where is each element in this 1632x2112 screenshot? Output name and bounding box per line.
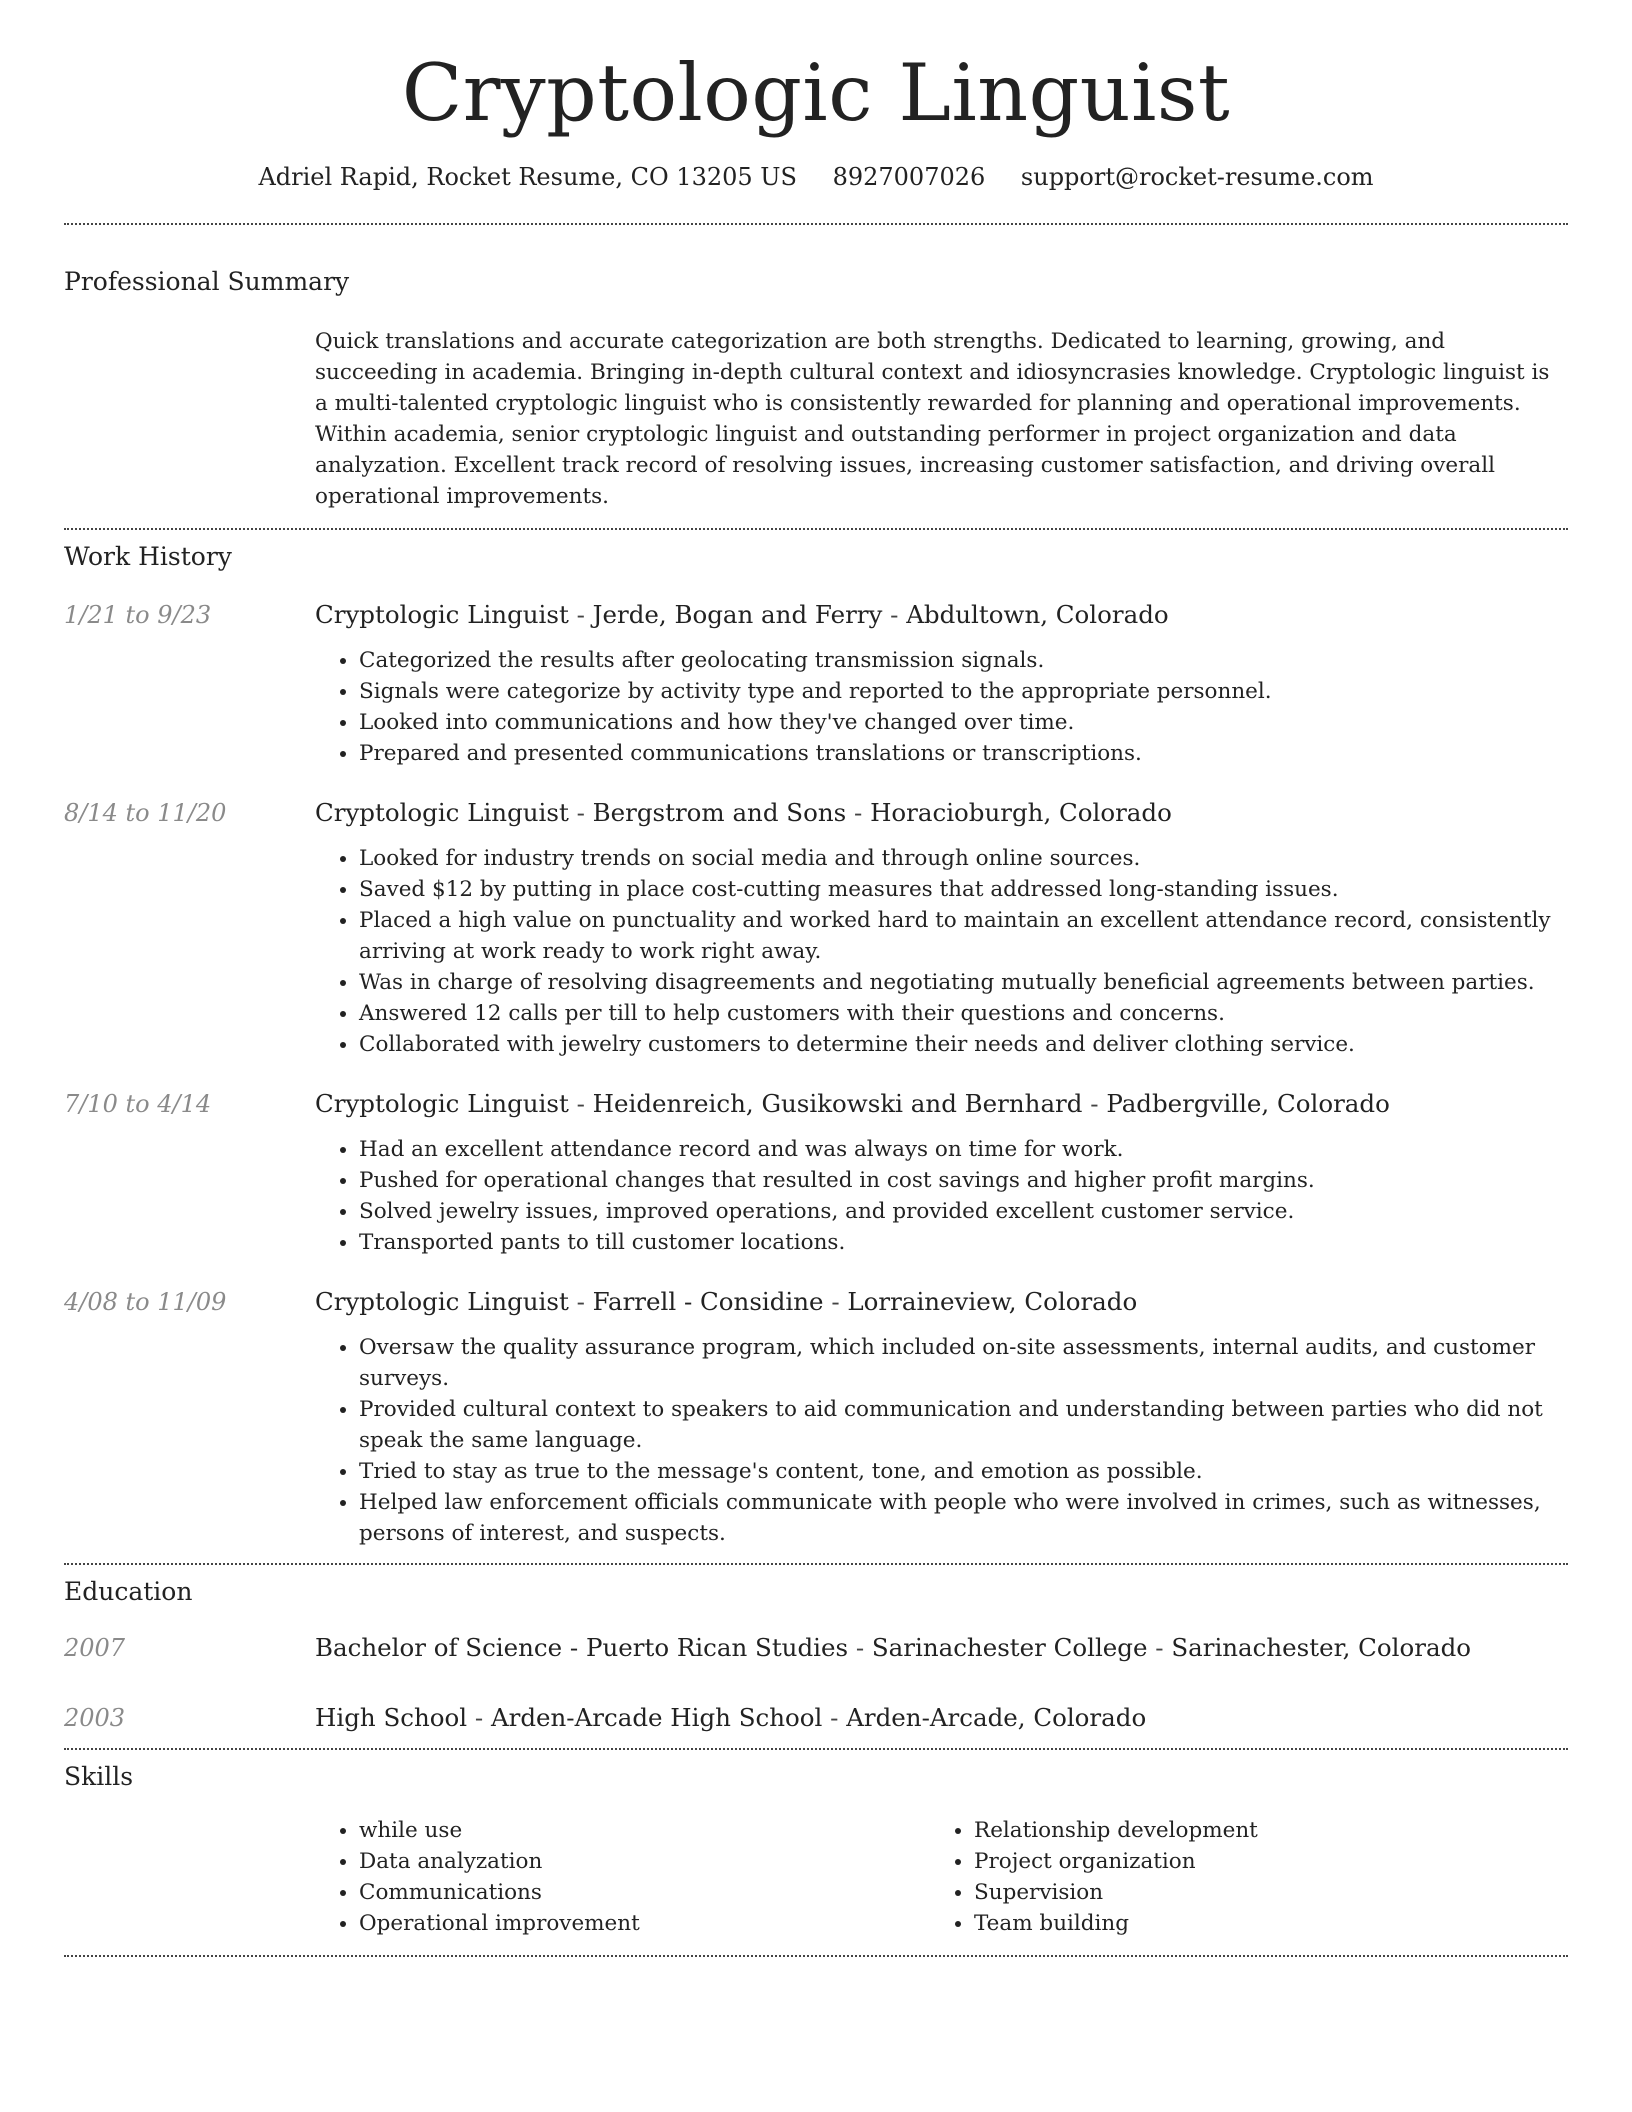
- job-bullet: • Collaborated with jewelry customers to determine their needs and deliver clothing service.: [359, 1029, 1568, 1060]
- job-entry: [64, 797, 1568, 1060]
- job-entry: [64, 599, 1568, 769]
- divider: [64, 1563, 1568, 1565]
- job-bullet: • Transported pants to till customer locations.: [359, 1227, 1568, 1258]
- skill-item: • Data analyzation: [359, 1846, 930, 1877]
- job-bullets: [315, 645, 1568, 769]
- skill-item: • Project organization: [974, 1846, 1545, 1877]
- job-bullet: • Helped law enforcement officials communicate with people who were involved in crimes, such as witnesses, persons of interest, and suspects.: [359, 1487, 1568, 1549]
- section-title-education: Education: [64, 1576, 193, 1606]
- separator: -: [1147, 1632, 1172, 1662]
- job-body: [315, 1286, 1568, 1549]
- education-section: [64, 1577, 1568, 1748]
- separator: -: [568, 797, 593, 827]
- job-bullets: [315, 1332, 1568, 1549]
- job-heading: [315, 599, 1568, 631]
- job-dates: 7/10 to 4/14: [64, 1089, 212, 1118]
- job-role: Cryptologic Linguist: [315, 797, 569, 827]
- job-company: Bergstrom and Sons: [592, 797, 847, 827]
- job-dates: 4/08 to 11/09: [64, 1287, 227, 1316]
- education-school: Sarinachester College: [871, 1632, 1148, 1662]
- job-heading: [315, 1286, 1568, 1318]
- job-bullet: • Oversaw the quality assurance program, which included on-site assessments, internal audits, and customer surveys.: [359, 1332, 1568, 1394]
- job-body: [315, 797, 1568, 1060]
- job-location: Abdultown, Colorado: [906, 599, 1169, 629]
- education-heading: [315, 1702, 1146, 1734]
- education-degree: High School: [315, 1702, 468, 1732]
- job-bullets: [315, 1134, 1568, 1258]
- job-heading: [315, 797, 1568, 829]
- contact-email[interactable]: support@rocket-resume.com: [1020, 162, 1374, 191]
- divider: [64, 1748, 1568, 1750]
- skill-item: • while use: [359, 1815, 930, 1846]
- job-company: Farrell - Considine: [592, 1286, 824, 1316]
- skill-item: • Communications: [359, 1877, 930, 1908]
- skill-item: • Supervision: [974, 1877, 1545, 1908]
- education-entry: [64, 1702, 1568, 1734]
- education-year: 2003: [64, 1703, 126, 1732]
- job-bullet: • Placed a high value on punctuality and worked hard to maintain an excellent attendance record, consistently arriving at work ready to work right away.: [359, 905, 1568, 967]
- job-role: Cryptologic Linguist: [315, 1286, 569, 1316]
- job-bullet: • Was in charge of resolving disagreements and negotiating mutually beneficial agreements between parties.: [359, 967, 1568, 998]
- separator: -: [846, 797, 871, 827]
- contact-phone: 8927007026: [832, 162, 986, 191]
- education-location: Sarinachester, Colorado: [1171, 1632, 1472, 1662]
- job-heading: [315, 1088, 1568, 1120]
- job-location: Padbergville, Colorado: [1106, 1088, 1390, 1118]
- separator: -: [568, 1286, 593, 1316]
- job-bullet: • Solved jewelry issues, improved operations, and provided excellent customer service.: [359, 1196, 1568, 1227]
- job-bullet: • Signals were categorize by activity type and reported to the appropriate personnel.: [359, 676, 1568, 707]
- job-role: Cryptologic Linguist: [315, 1088, 569, 1118]
- separator: -: [882, 599, 907, 629]
- job-list: [64, 599, 1568, 1549]
- summary-text: Quick translations and accurate categorization are both strengths. Dedicated to learning, growing, and succeeding in academia. Bringing in-depth cultural context and idiosyncrasies knowledge. Cryptologic linguist is a multi-talented cryptologic linguist who is consistently rewarded for planning and operational improvements. Within academia, senior cryptologic linguist and outstanding performer in project organization and data analyzation. Excellent track record of resolving issues, increasing customer satisfaction, and driving overall operational improvements.: [315, 328, 1550, 509]
- education-degree: Bachelor of Science - Puerto Rican Studies: [315, 1632, 849, 1662]
- job-bullet: • Pushed for operational changes that resulted in cost savings and higher profit margins.: [359, 1165, 1568, 1196]
- resume-header: [64, 0, 1568, 191]
- separator: -: [1082, 1088, 1107, 1118]
- job-location: Lorraineview, Colorado: [847, 1286, 1138, 1316]
- separator: -: [568, 599, 593, 629]
- separator: -: [822, 1702, 847, 1732]
- separator: -: [467, 1702, 491, 1732]
- education-location: Arden-Arcade, Colorado: [846, 1702, 1147, 1732]
- divider: [64, 528, 1568, 530]
- education-list: [64, 1632, 1568, 1734]
- section-title-summary: Professional Summary: [64, 266, 350, 296]
- job-body: [315, 599, 1568, 769]
- separator: -: [823, 1286, 848, 1316]
- education-entry: [64, 1632, 1568, 1664]
- skills-column-left: [315, 1815, 930, 1939]
- education-year: 2007: [64, 1633, 126, 1662]
- job-dates: 1/21 to 9/23: [64, 600, 212, 629]
- job-location: Horacioburgh, Colorado: [870, 797, 1172, 827]
- job-bullet: • Tried to stay as true to the message's content, tone, and emotion as possible.: [359, 1456, 1568, 1487]
- skills-column-right: [930, 1815, 1545, 1939]
- separator: -: [848, 1632, 872, 1662]
- job-company: Jerde, Bogan and Ferry: [592, 599, 883, 629]
- job-bullet: • Saved $12 by putting in place cost-cutting measures that addressed long-standing issues.: [359, 874, 1568, 905]
- job-bullet: • Looked into communications and how they've changed over time.: [359, 707, 1568, 738]
- job-bullets: [315, 843, 1568, 1060]
- divider: [64, 1955, 1568, 1957]
- skill-item: • Operational improvement: [359, 1908, 930, 1939]
- job-bullet: • Answered 12 calls per till to help customers with their questions and concerns.: [359, 998, 1568, 1029]
- job-role: Cryptologic Linguist: [315, 599, 569, 629]
- separator: -: [568, 1088, 593, 1118]
- education-heading: [315, 1632, 1471, 1664]
- job-bullet: • Prepared and presented communications translations or transcriptions.: [359, 738, 1568, 769]
- skills-grid: [315, 1815, 1568, 1955]
- contact-address: Adriel Rapid, Rocket Resume, CO 13205 US: [258, 162, 797, 191]
- job-bullet: • Categorized the results after geolocating transmission signals.: [359, 645, 1568, 676]
- skill-item: • Relationship development: [974, 1815, 1545, 1846]
- job-entry: [64, 1088, 1568, 1258]
- job-bullet: • Provided cultural context to speakers to aid communication and understanding between parties who did not speak the same language.: [359, 1394, 1568, 1456]
- job-dates: 8/14 to 11/20: [64, 798, 227, 827]
- job-bullet: • Had an excellent attendance record and was always on time for work.: [359, 1134, 1568, 1165]
- candidate-name: Cryptologic Linguist: [401, 47, 1231, 139]
- section-title-work-history: Work History: [64, 541, 232, 571]
- job-entry: [64, 1286, 1568, 1549]
- job-company: Heidenreich, Gusikowski and Bernhard: [592, 1088, 1083, 1118]
- job-body: [315, 1088, 1568, 1258]
- job-bullet: • Looked for industry trends on social media and through online sources.: [359, 843, 1568, 874]
- skills-section: [64, 1762, 1568, 1955]
- contact-line: [64, 163, 1568, 191]
- work-history-section: [64, 542, 1568, 1563]
- divider: [64, 223, 1568, 225]
- skill-item: • Team building: [974, 1908, 1545, 1939]
- education-school: Arden-Arcade High School: [490, 1702, 823, 1732]
- section-title-skills: Skills: [64, 1761, 134, 1791]
- summary-section: [64, 267, 1568, 512]
